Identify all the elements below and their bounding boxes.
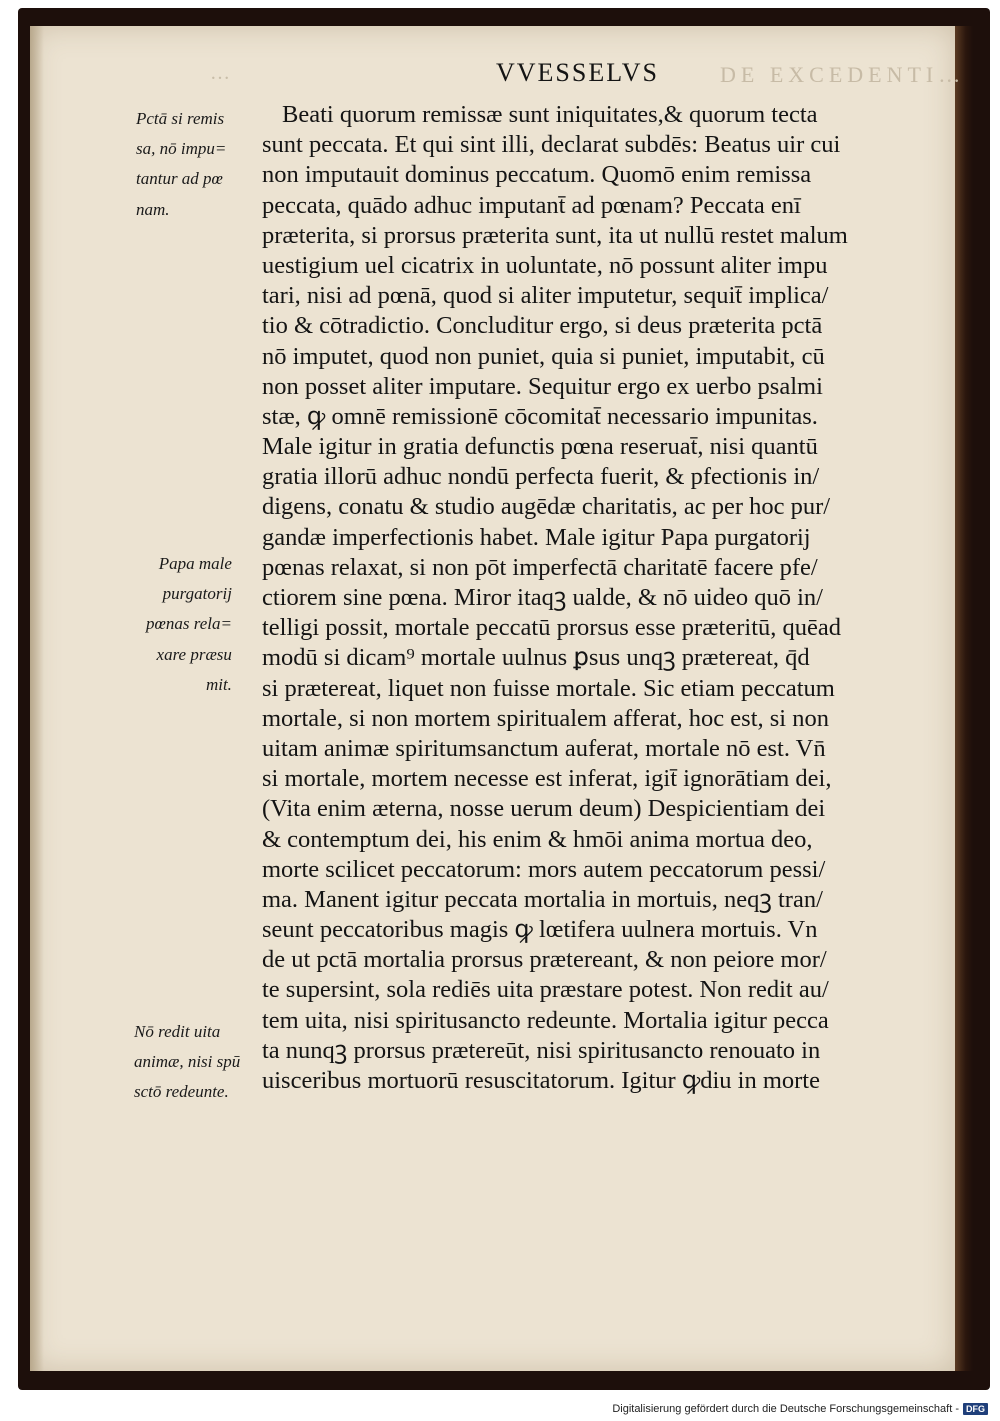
margin-note-line: tantur ad pœ: [136, 169, 223, 189]
text-line: digens, conatu & studio augēdæ charitatis, ac per hoc pur/: [262, 493, 831, 521]
faint-show-through-right: DE EXCEDENTI…: [720, 62, 966, 87]
text-line: uisceribus mortuorū resuscitatorum. Igitur ꝙdiu in morte: [262, 1067, 820, 1094]
text-line: sunt peccata. Et qui sint illi, declarat subdēs: Beatus uir cui: [262, 131, 841, 159]
margin-note-line: sctō redeunte.: [134, 1082, 229, 1102]
text-line: tari, nisi ad pœnā, quod si aliter imputetur, sequit̄ implica/: [262, 282, 829, 310]
text-line: stæ, ꝙ omnē remissionē cōcomitat̄ necessario impunitas.: [262, 402, 818, 430]
text-line: gratia illorū adhuc nondū perfecta fuerit, & pfectionis in/: [262, 463, 820, 491]
text-line: tem uita, nisi spiritusancto redeunte. Mortalia igitur pecca: [262, 1006, 829, 1034]
footer-text: Digitalisierung gefördert durch die Deutsche Forschungsgemeinschaft -: [612, 1403, 959, 1415]
text-line: modū si dicam⁹ mortale uulnus ꝑsus unqꝫ prætereat, q̄d: [262, 644, 810, 672]
running-head: VVESSELVS: [496, 58, 659, 87]
margin-note-line: sa, nō impu=: [136, 139, 227, 159]
text-line: tio & cōtradictio. Concluditur ergo, si deus præterita pctā: [262, 312, 823, 340]
text-line: ctiorem sine pœna. Miror itaqꝫ ualde, & nō uideo quō in/: [262, 584, 823, 611]
margin-note-line: xare præsu: [156, 644, 232, 664]
margin-note-line: purgatorij: [162, 584, 232, 604]
page-gutter-shadow: [30, 26, 44, 1371]
text-line: mortale, si non mortem spiritualem afferat, hoc est, si non: [262, 704, 829, 732]
text-line: ma. Manent igitur peccata mortalia in mortuis, neqꝫ tran/: [262, 885, 823, 913]
margin-note-redit-uita: [134, 1017, 240, 1108]
text-line: & contemptum dei, his enim & hmōi anima mortua deo,: [262, 825, 813, 853]
text-line: de ut pctā mortalia prorsus prætereant, & non peiore mor/: [262, 946, 827, 974]
margin-note-line: pœnas rela=: [146, 614, 232, 634]
text-line: si mortale, mortem necesse est inferat, igit̄ ignorātiam dei,: [262, 765, 832, 793]
margin-note-line: Pctā si remis: [136, 109, 225, 128]
margin-note-line: animæ, nisi spū: [134, 1052, 241, 1072]
margin-note-papa: [146, 549, 232, 700]
text-line: seunt peccatoribus magis ꝙ lœtifera uulnera mortuis. Vn: [262, 916, 818, 944]
text-line: telligi possit, mortale peccatū prorsus esse præteritū, quēad: [262, 614, 842, 642]
text-line: Beati quorum remissæ sunt iniquitates,& quorum tecta: [282, 101, 818, 128]
text-line: (Vita enim æterna, nosse uerum deum) Despicientiam dei: [262, 795, 826, 823]
text-line: morte scilicet peccatorum: mors autem peccatorum pessi/: [262, 855, 826, 883]
text-line: uestigium uel cicatrix in uoluntate, nō possunt aliter impu: [262, 251, 828, 279]
dfg-logo: DFG: [963, 1403, 988, 1415]
text-line: præterita, si prorsus præterita sunt, ita ut nullū restet malum: [262, 221, 848, 249]
body-text: [262, 100, 952, 1096]
text-line: non imputauit dominus peccatum. Quomō enim remissa: [262, 161, 812, 189]
text-line: si prætereat, liquet non fuisse mortale. Sic etiam peccatum: [262, 674, 835, 702]
footer-credit: [612, 1403, 988, 1415]
text-line: ta nunqꝫ prorsus prætereūt, nisi spiritusancto renouato in: [262, 1036, 821, 1064]
margin-note-line: nam.: [136, 199, 170, 219]
text-line: te supersint, sola rediēs uita præstare potest. Non redit au/: [262, 976, 829, 1004]
text-line: nō imputet, quod non puniet, quia si puniet, imputabit, cū: [262, 342, 825, 370]
margin-note-line: mit.: [205, 674, 232, 694]
text-line: Male igitur in gratia defunctis pœna reseruat̄, nisi quantū: [262, 433, 818, 461]
margin-note-remission: [136, 104, 226, 225]
faint-show-through-left: …: [210, 62, 234, 84]
margin-note-line: Nō redit uita: [134, 1022, 221, 1041]
text-line: peccata, quādo adhuc imputant̄ ad pœnam? Peccata enī: [262, 191, 801, 219]
text-line: non posset aliter imputare. Sequitur ergo ex uerbo psalmi: [262, 372, 823, 400]
text-line: uitam animæ spiritumsanctum auferat, mortale nō est. Vn̄: [262, 734, 826, 762]
text-line: pœnas relaxat, si non pōt imperfectā charitatē facere pfe/: [262, 553, 818, 581]
text-line: gandæ imperfectionis habet. Male igitur Papa purgatorij: [262, 523, 811, 551]
margin-note-line: Papa male: [158, 554, 232, 573]
page-edge: [955, 26, 973, 1371]
